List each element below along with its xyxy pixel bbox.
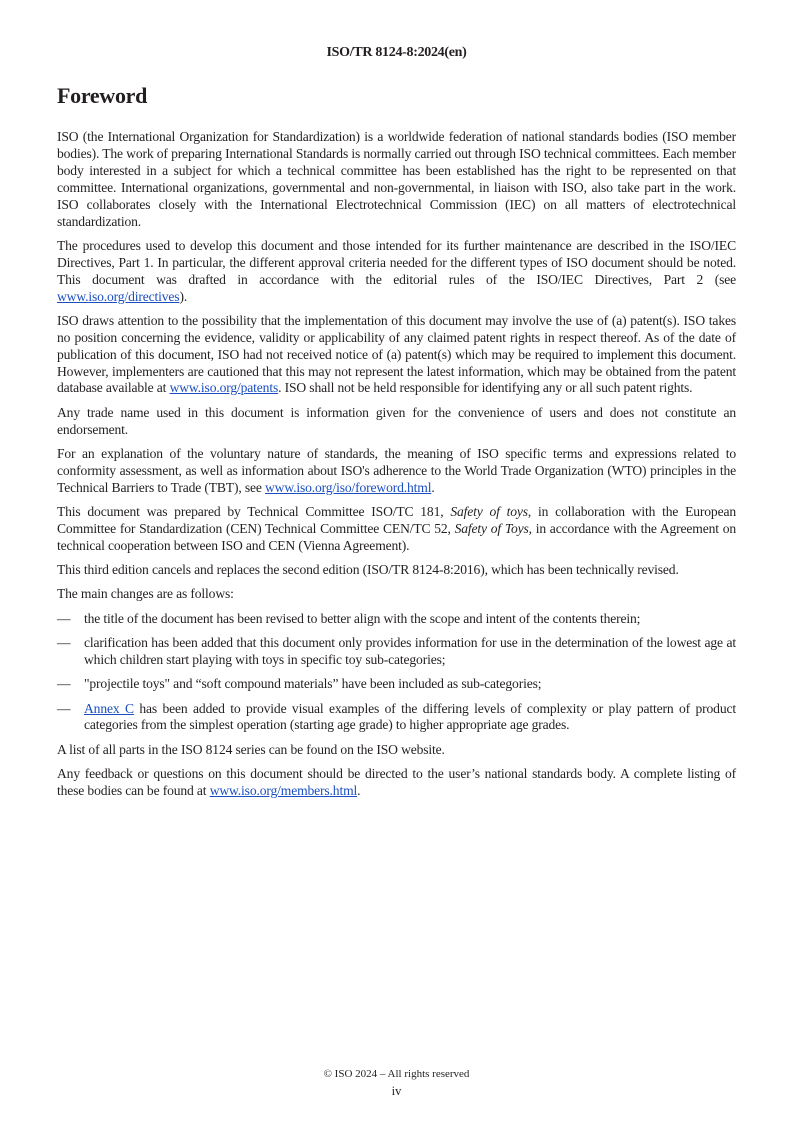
dash-bullet: — <box>57 700 71 716</box>
paragraph-text: This document was prepared by Technical Committee ISO/TC 181, <box>57 504 451 520</box>
paragraph-text: ). <box>179 288 188 304</box>
paragraph-feedback <box>57 766 736 800</box>
list-item-text: the title of the document has been revised to better align with the scope and intent of the contents therein; <box>84 610 641 626</box>
paragraph-text: in accordance with the Agreement on technical cooperation between ISO and CEN (Vienna Agreement). <box>57 520 736 553</box>
list-item-text: has been added to provide visual examples of the differing levels of complexity or play pattern of product categories from the simplest operation (starting age grade) to higher appropriate age grades. <box>84 700 736 733</box>
paragraph-text: ISO draws attention to the possibility that the implementation of this document may involve the use of (a) patent(s). ISO takes no position concerning the evidence, validity or applicability of any claimed patent rights in respect thereof. As of the date of publication of this document, ISO had not received notice of (a) patent(s) which may be required to implement this document. However, implementers are cautioned that this may not represent the latest information, which may be obtained from the patent database available at <box>57 312 736 396</box>
page-footer <box>0 1066 793 1100</box>
paragraph-main-changes-intro: The main changes are as follows: <box>57 586 234 602</box>
paragraph-text: The procedures used to develop this document and those intended for its further maintenance are described in the ISO/IEC Directives, Part 1. In particular, the different approval criteria needed for the different types of ISO document should be noted. This document was drafted in accordance with the editorial rules of the ISO/IEC Directives, Part 2 (see <box>57 237 736 287</box>
paragraph-series-list: A list of all parts in the ISO 8124 series can be found on the ISO website. <box>57 741 445 757</box>
directives-link[interactable]: www.iso.org/directives <box>57 288 180 304</box>
list-item <box>57 701 736 735</box>
paragraph-iso-intro: ISO (the International Organization for Standardization) is a worldwide federation of national standards bodies (ISO member bodies). The work of preparing International Standards is normally carried out through ISO technical committees. Each member body interested in a subject for which a technical committee has been established has the right to be represented on that committee. International organizations, governmental and non-governmental, in liaison with ISO, also take part in the work. ISO collaborates closely with the International Electrotechnical Commission (IEC) on all matters of electrotechnical standardization. <box>57 129 736 229</box>
committee-title-italic: Safety of Toys, <box>454 520 532 536</box>
paragraph-text: . <box>357 782 361 798</box>
paragraph-procedures <box>57 238 736 306</box>
committee-title-italic: Safety of toys <box>450 504 528 520</box>
paragraph-trade-name: Any trade name used in this document is information given for the convenience of users and does not constitute an endorsement. <box>57 404 736 437</box>
members-link[interactable]: www.iso.org/members.html <box>209 782 358 798</box>
paragraph-text: . <box>431 479 435 495</box>
paragraph-text: , in collaboration with the European Committee for Standardization (CEN) Technical Committee CEN/TC 52, <box>57 504 736 536</box>
patents-link[interactable]: www.iso.org/patents <box>169 380 279 396</box>
foreword-body <box>57 129 736 807</box>
document-header-id: ISO/TR 8124-8:2024(en) <box>326 45 467 60</box>
changes-list <box>57 611 736 735</box>
paragraph-text: For an explanation of the voluntary nature of standards, the meaning of ISO specific terms and expressions related to conformity assessment, as well as information about ISO's adherence to the World Trade Organization (WTO) principles in the Technical Barriers to Trade (TBT), see <box>57 445 736 495</box>
list-item-text: clarification has been added that this document only provides information for use in the determination of the lowest age at which children start playing with toys in specific toy sub-categories; <box>84 635 736 667</box>
dash-bullet: — <box>57 676 71 692</box>
section-title: Foreword <box>57 83 148 108</box>
paragraph-patents <box>57 313 736 398</box>
foreword-link[interactable]: www.iso.org/iso/foreword.html <box>265 479 432 495</box>
annex-c-link[interactable]: Annex C <box>84 700 134 716</box>
dash-bullet: — <box>57 635 71 651</box>
page-number: iv <box>391 1084 402 1098</box>
list-item <box>57 635 736 669</box>
list-item <box>57 676 736 693</box>
paragraph-text: . ISO shall not be held responsible for identifying any or all such patent rights. <box>278 380 693 396</box>
list-item <box>57 611 736 628</box>
dash-bullet: — <box>57 610 71 626</box>
paragraph-prepared-by <box>57 504 736 555</box>
paragraph-edition: This third edition cancels and replaces the second edition (ISO/TR 8124-8:2016), which has been technically revised. <box>57 562 679 578</box>
paragraph-text: Any feedback or questions on this document should be directed to the user’s national standards body. A complete listing of these bodies can be found at <box>57 766 736 798</box>
list-item-text: "projectile toys" and “soft compound materials” have been included as sub-categories; <box>84 676 542 692</box>
paragraph-voluntary-nature <box>57 446 736 497</box>
copyright-notice: © ISO 2024 – All rights reserved <box>323 1068 470 1080</box>
